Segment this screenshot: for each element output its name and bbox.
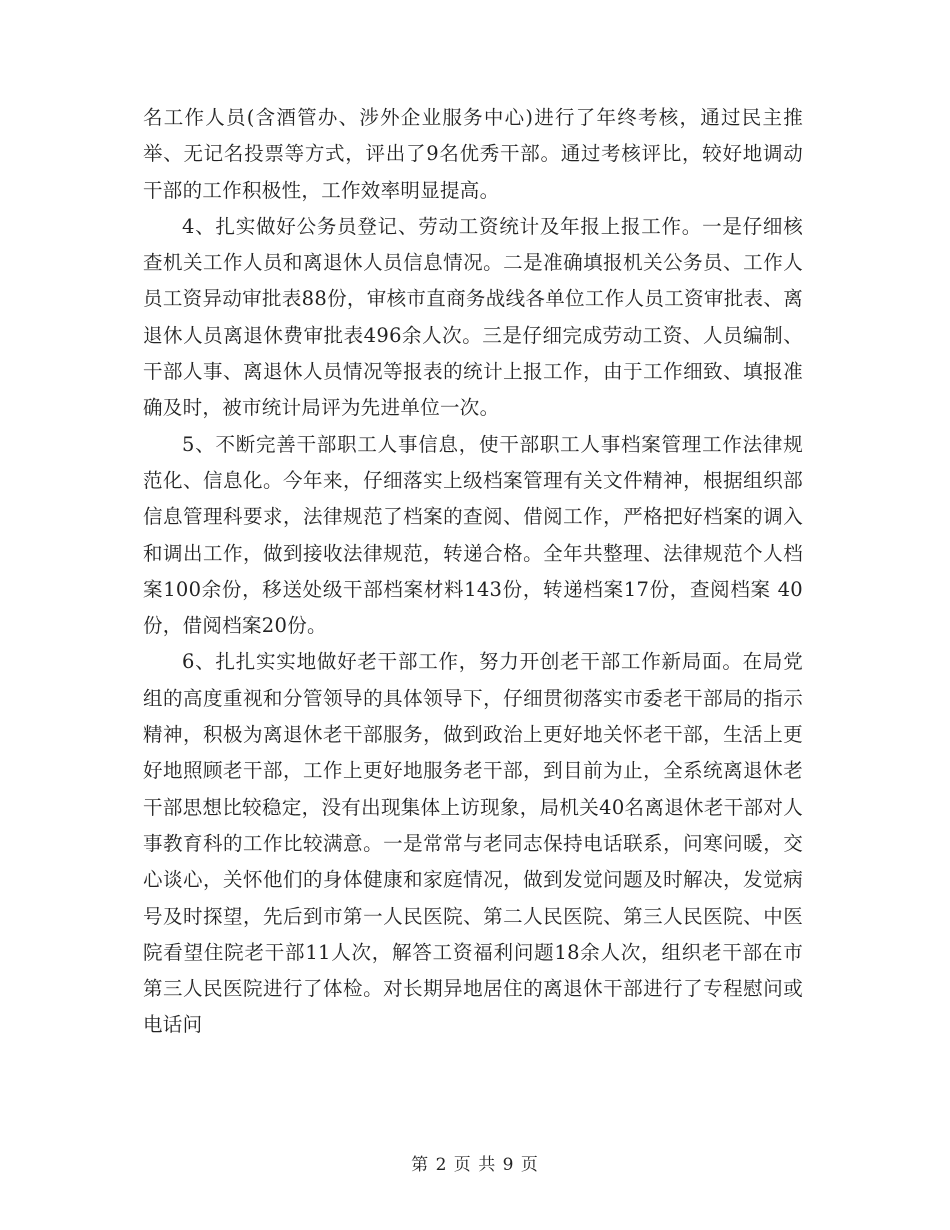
- page-number-footer: 第 2 页 共 9 页: [411, 1155, 539, 1175]
- document-body: [143, 100, 803, 1044]
- paragraph-item-4: 4、扎实做好公务员登记、劳动工资统计及年报上报工作。一是仔细核查机关工作人员和离退休人员信息情况。二是准确填报机关公务员、工作人员工资异动审批表88份，审核市直商务战线各单位工作人员工资审批表、离退休人员离退休费审批表496余人次。三是仔细完成劳动工资、人员编制、干部人事、离退休人员情况等报表的统计上报工作，由于工作细致、填报准确及时，被市统计局评为先进单位一次。: [143, 214, 803, 420]
- paragraph-item-5: 5、不断完善干部职工人事信息，使干部职工人事档案管理工作法律规范化、信息化。今年来，仔细落实上级档案管理有关文件精神，根据组织部信息管理科要求，法律规范了档案的查阅、借阅工作，严格把好档案的调入和调出工作，做到接收法律规范，转递合格。全年共整理、法律规范个人档案100余份，移送处级干部档案材料143份，转递档案17份，查阅档案 40份，借阅档案20份。: [143, 432, 803, 638]
- paragraph-continuation: 名工作人员(含酒管办、涉外企业服务中心)进行了年终考核，通过民主推举、无记名投票等方式，评出了9名优秀干部。通过考核评比，较好地调动干部的工作积极性，工作效率明显提高。: [143, 106, 803, 202]
- paragraph-item-6: 6、扎扎实实地做好老干部工作，努力开创老干部工作新局面。在局党组的高度重视和分管领导的具体领导下，仔细贯彻落实市委老干部局的指示精神，积极为离退休老干部服务，做到政治上更好地关怀老干部，生活上更好地照顾老干部，工作上更好地服务老干部，到目前为止，全系统离退休老干部思想比较稳定，没有出现集体上访现象，局机关40名离退休老干部对人事教育科的工作比较满意。一是常常与老同志保持电话联系，问寒问暖，交心谈心，关怀他们的身体健康和家庭情况，做到发觉问题及时解决，发觉病号及时探望，先后到市第一人民医院、第二人民医院、第三人民医院、中医院看望住院老干部11人次，解答工资福利问题18余人次，组织老干部在市第三人民医院进行了体检。对长期异地居住的离退休干部进行了专程慰问或电话问: [143, 650, 803, 1037]
